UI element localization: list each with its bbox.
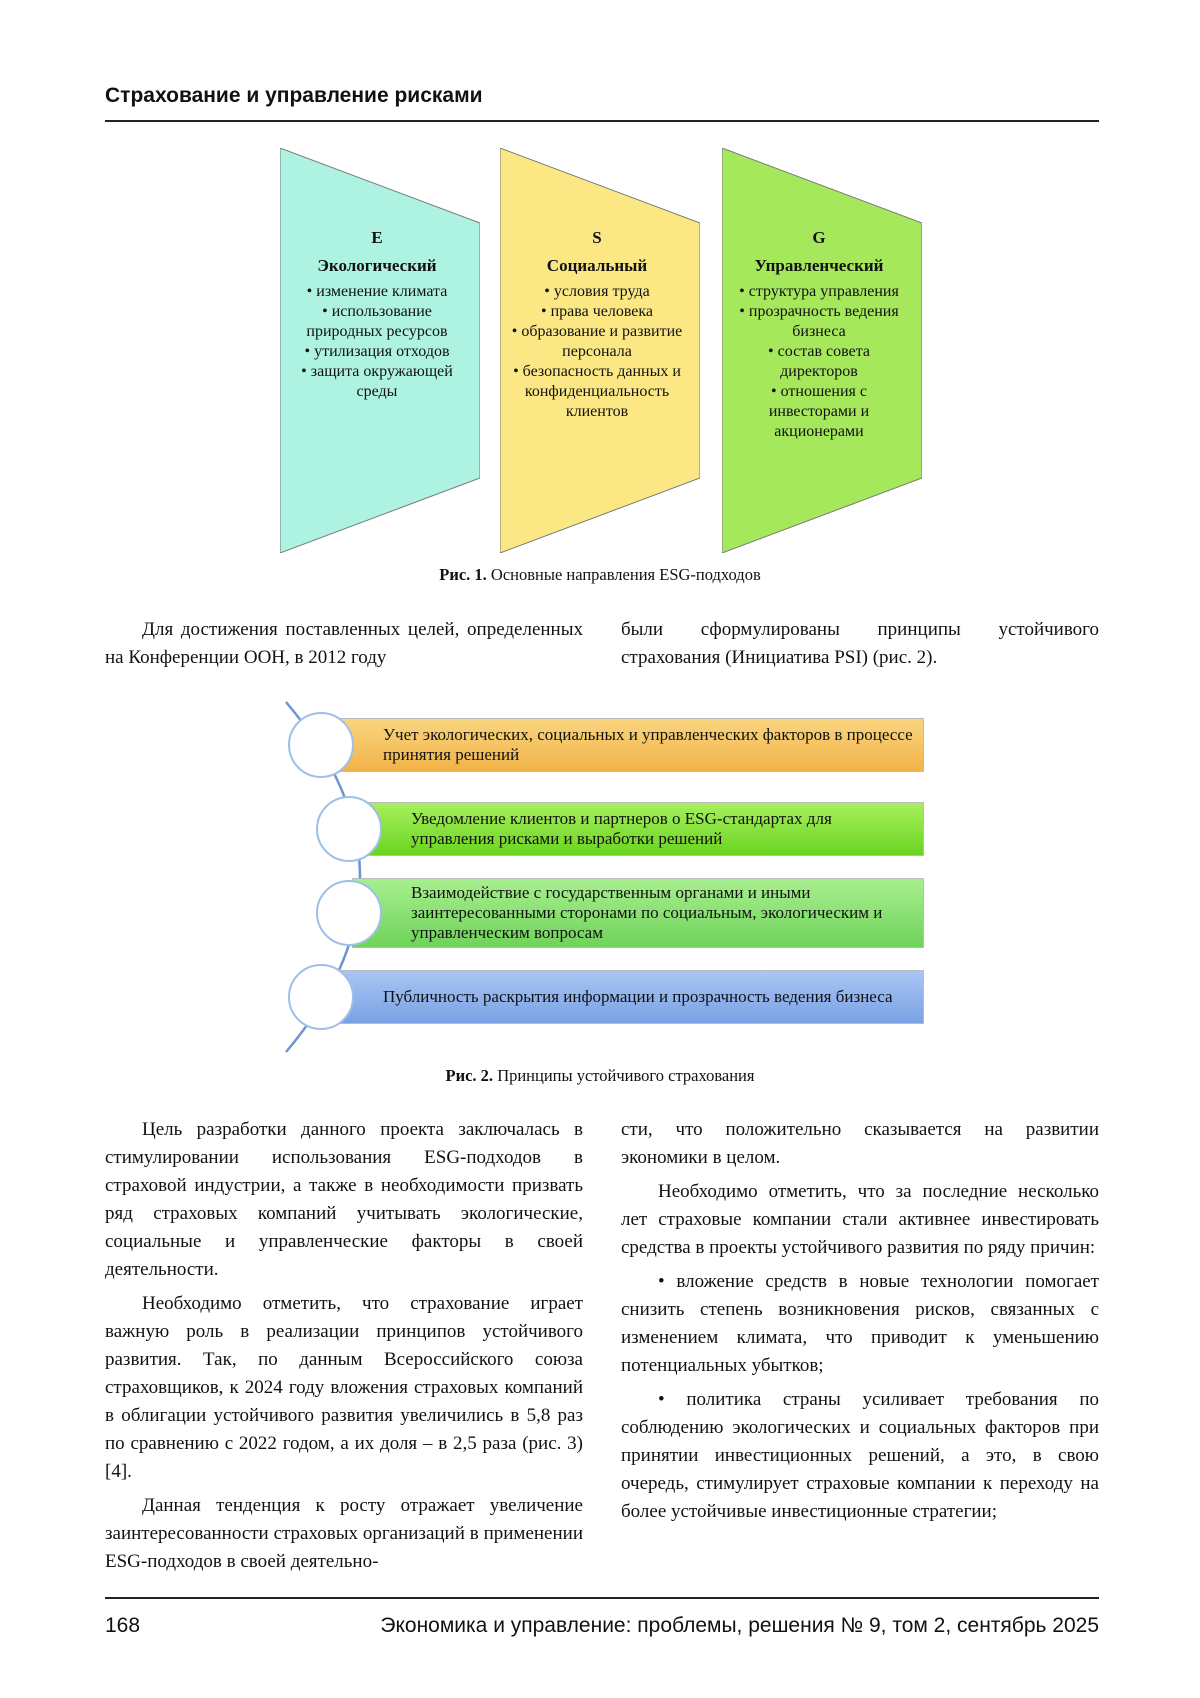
paragraph: сти, что положительно сказывается на развитии экономики в целом. bbox=[621, 1119, 1099, 1168]
paragraph: Необходимо отметить, что страхование играет важную роль в реализации принципов устойчивого развития. Так, по данным Всероссийского союза страховщиков, к 2024 году вложения страховых компаний в облигации устойчивого развития увеличились в 5,8 раз по сравнению с 2022 годом, а их доля – в 2,5 раза (рис. 3) [4]. bbox=[105, 1293, 583, 1482]
caption-label: Рис. 1. bbox=[439, 565, 487, 584]
body-left-column bbox=[105, 1116, 583, 1576]
principle-text: Учет экологических, социальных и управленческих факторов в процессе принятия решений bbox=[383, 725, 913, 764]
paragraph: были сформулированы принципы устойчивого страхования (Инициатива PSI) (рис. 2). bbox=[621, 619, 1099, 668]
principle-circle bbox=[316, 796, 382, 862]
figure-2-caption bbox=[0, 1066, 1200, 1086]
principle-circle bbox=[288, 712, 354, 778]
pillar-bullet: • защита окружающей среды bbox=[288, 362, 466, 402]
page-number: 168 bbox=[105, 1614, 141, 1637]
caption-label: Рис. 2. bbox=[445, 1066, 494, 1085]
body-right-column bbox=[621, 1116, 1099, 1526]
principle-text: Уведомление клиентов и партнеров о ESG-стандартах для управления рисками и выработки решений bbox=[411, 809, 832, 848]
paragraph: Данная тенденция к росту отражает увеличение заинтересованности страховых организаций в применении ESG-подходов в своей деятельно- bbox=[105, 1495, 583, 1572]
pillar-title: Экологический bbox=[317, 256, 437, 275]
paragraph: • вложение средств в новые технологии помогает снизить степень возникновения рисков, связанных с изменением климата, что приводит к уменьшению потенциальных убытков; bbox=[621, 1271, 1099, 1376]
paragraph: • политика страны усиливает требования по соблюдению экологических и социальных факторов при принятии инвестиционных решений, а это, в свою очередь, стимулирует страховые компании к переходу на более устойчивые инвестиционные стратегии; bbox=[621, 1389, 1099, 1522]
principle-circle bbox=[316, 880, 382, 946]
pillar-title: Управленческий bbox=[754, 256, 884, 275]
pillar-environmental bbox=[280, 148, 480, 553]
pillar-bullet: • условия труда bbox=[508, 282, 686, 302]
principle-bar bbox=[352, 802, 924, 856]
header-rule bbox=[105, 120, 1099, 122]
pillar-bullet: • изменение климата bbox=[288, 282, 466, 302]
pillar-bullet: • состав совета директоров bbox=[730, 342, 908, 382]
figure-1-caption bbox=[0, 565, 1200, 585]
pillar-governance bbox=[722, 148, 922, 553]
paragraph: Цель разработки данного проекта заключалась в стимулировании использования ESG-подходов в страховой индустрии, а также в необходимости призвать ряд страховых компаний учитывать экологические, социальные и управленческие факторы в своей деятельности. bbox=[105, 1119, 583, 1280]
figure-1-esg-diagram bbox=[280, 148, 920, 553]
principle-bar bbox=[352, 878, 924, 948]
running-head: Страхование и управление рисками bbox=[105, 84, 483, 107]
pillar-bullet: • структура управления bbox=[730, 282, 908, 302]
principle-circle bbox=[288, 964, 354, 1030]
principle-text: Взаимодействие с государственным органами и иными заинтересованными сторонами по социальным, экологическим и управленческим вопросам bbox=[411, 883, 883, 942]
pillar-bullet: • безопасность данных и конфиденциальность клиентов bbox=[508, 362, 686, 422]
paragraph: Для достижения поставленных целей, определенных на Конференции ООН, в 2012 году bbox=[105, 619, 583, 668]
pillar-letter: G bbox=[812, 228, 826, 247]
pillar-bullet: • образование и развитие персонала bbox=[508, 322, 686, 362]
pillar-bullet: • прозрачность ведения бизнеса bbox=[730, 302, 908, 342]
pillar-bullet: • использование природных ресурсов bbox=[288, 302, 466, 342]
paragraph: Необходимо отметить, что за последние несколько лет страховые компании стали активнее инвестировать средства в проекты устойчивого развития по ряду причин: bbox=[621, 1181, 1099, 1258]
principle-bar bbox=[324, 718, 924, 772]
caption-text: Принципы устойчивого страхования bbox=[493, 1066, 755, 1085]
pillar-social bbox=[500, 148, 700, 553]
pillar-bullet: • отношения с инвесторами и акционерами bbox=[730, 382, 908, 442]
principle-text: Публичность раскрытия информации и прозрачность ведения бизнеса bbox=[383, 987, 893, 1006]
intro-left-column bbox=[105, 616, 583, 672]
figure-2-principles bbox=[284, 700, 924, 1055]
caption-text: Основные направления ESG-подходов bbox=[486, 565, 761, 584]
intro-right-column bbox=[621, 616, 1099, 672]
pillar-letter: E bbox=[371, 228, 383, 247]
principle-bar bbox=[324, 970, 924, 1024]
pillar-letter: S bbox=[592, 228, 602, 247]
pillar-bullet: • утилизация отходов bbox=[288, 342, 466, 362]
footer-rule bbox=[105, 1597, 1099, 1599]
pillar-title: Социальный bbox=[546, 256, 648, 275]
journal-title: Экономика и управление: проблемы, решения № 9, том 2, сентябрь 2025 bbox=[380, 1614, 1099, 1637]
pillar-bullet: • права человека bbox=[508, 302, 686, 322]
